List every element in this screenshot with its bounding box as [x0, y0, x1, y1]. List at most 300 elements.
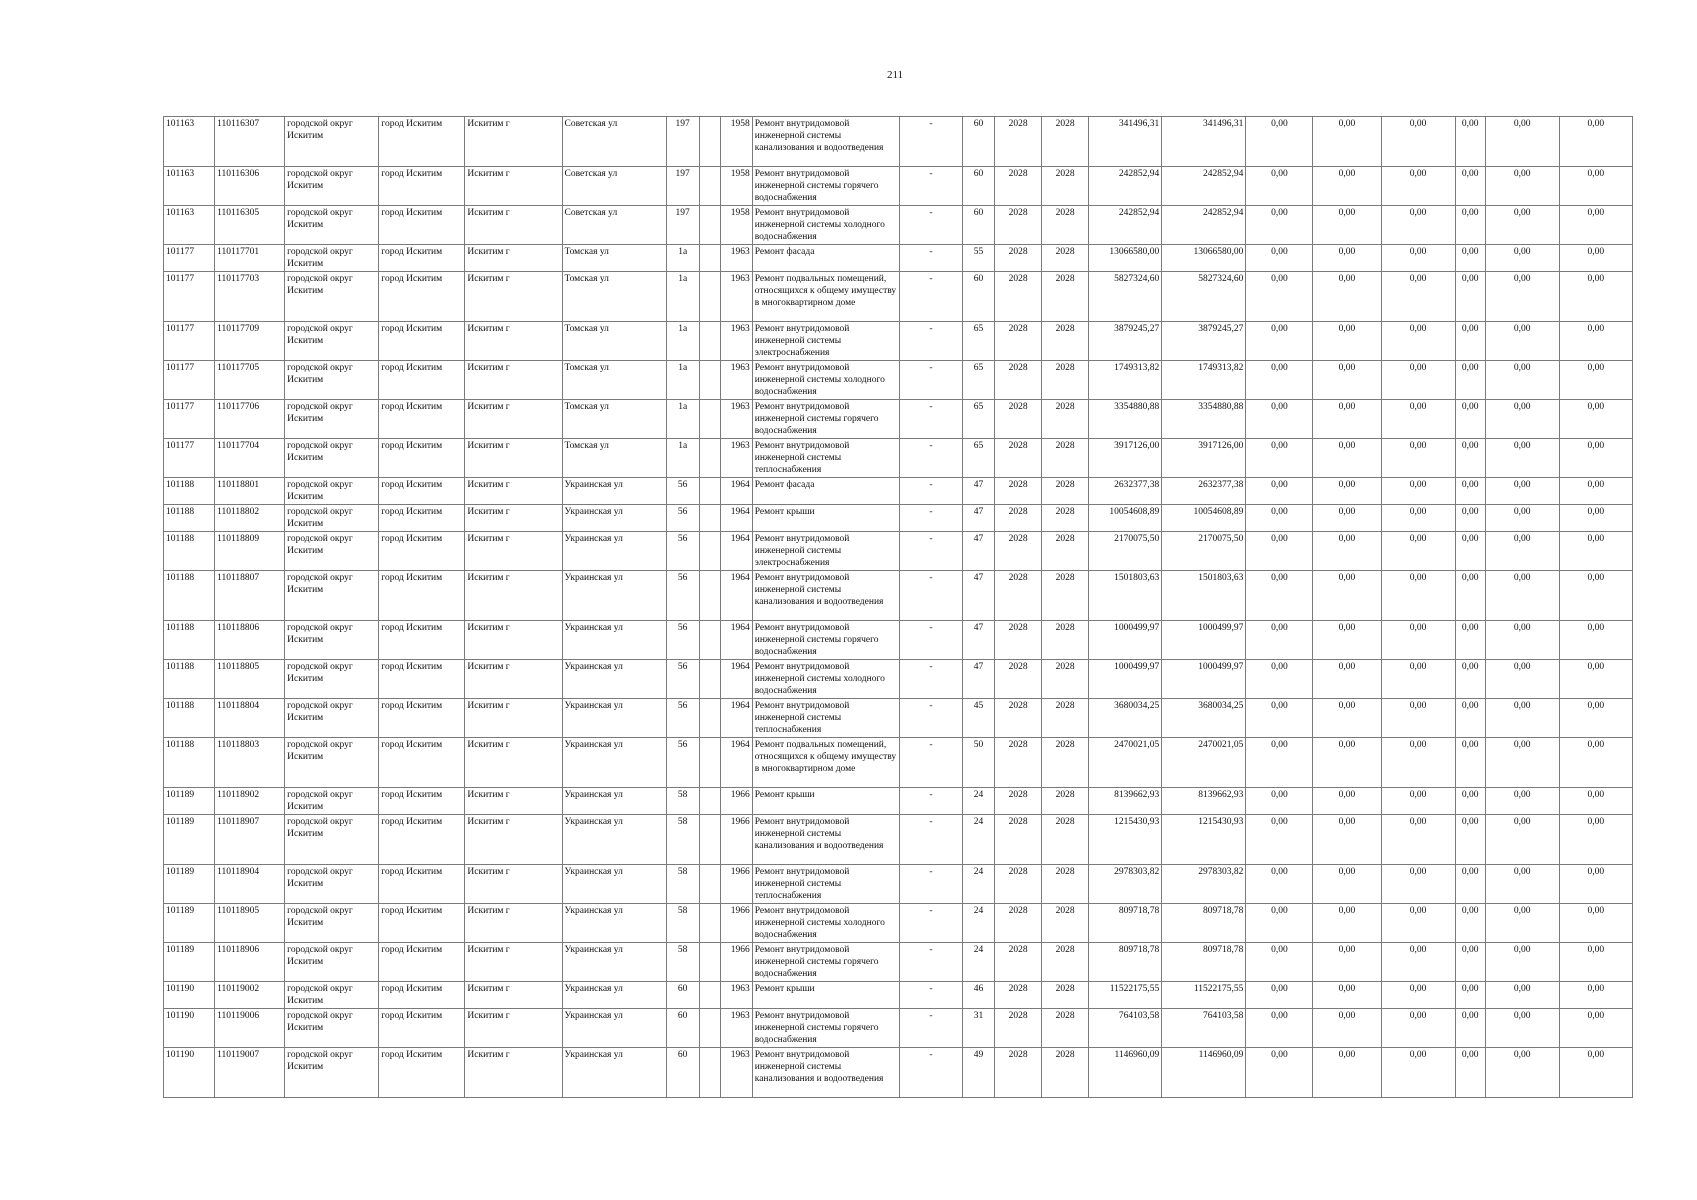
cell-year-built: 1958 — [720, 117, 752, 167]
cell-amount-1: 0,00 — [1246, 400, 1313, 439]
cell-amount-1: 0,00 — [1246, 532, 1313, 571]
cell-wear-percent: 60 — [963, 167, 995, 206]
cell-year-built: 1963 — [720, 322, 752, 361]
cell-street: Украинская ул — [562, 478, 666, 505]
cell-building-id: 101189 — [164, 788, 215, 815]
table-row — [164, 272, 1633, 322]
cell-street: Томская ул — [562, 400, 666, 439]
cell-amount-6: 0,00 — [1559, 788, 1632, 815]
cell-marker: - — [899, 532, 962, 571]
cell-street: Украинская ул — [562, 904, 666, 943]
cell-amount-3: 0,00 — [1381, 943, 1455, 982]
cell-amount-5: 0,00 — [1485, 865, 1559, 904]
cell-work-id: 110119002 — [215, 982, 285, 1009]
cell-street: Томская ул — [562, 245, 666, 272]
cell-amount-6: 0,00 — [1559, 571, 1632, 621]
cell-settlement: город Искитим — [379, 865, 465, 904]
cell-municipality: городской округ Искитим — [285, 788, 379, 815]
cell-amount-3: 0,00 — [1381, 660, 1455, 699]
cell-amount-3: 0,00 — [1381, 621, 1455, 660]
cell-wear-percent: 60 — [963, 117, 995, 167]
cell-settlement: город Искитим — [379, 571, 465, 621]
cell-amount-5: 0,00 — [1485, 660, 1559, 699]
cell-building-id: 101189 — [164, 815, 215, 865]
cell-street: Украинская ул — [562, 505, 666, 532]
cell-year-planned: 2028 — [995, 439, 1042, 478]
cell-street: Украинская ул — [562, 738, 666, 788]
cell-amount-5: 0,00 — [1485, 699, 1559, 738]
cell-year-built: 1966 — [720, 788, 752, 815]
cell-building-letter — [699, 788, 720, 815]
cell-building-id: 101188 — [164, 571, 215, 621]
cell-amount-3: 0,00 — [1381, 272, 1455, 322]
cell-municipality: городской округ Искитим — [285, 361, 379, 400]
cell-amount-1: 0,00 — [1246, 272, 1313, 322]
cell-marker: - — [899, 865, 962, 904]
cell-year-actual: 2028 — [1042, 322, 1089, 361]
table-row — [164, 478, 1633, 505]
cell-work-id: 110116306 — [215, 167, 285, 206]
cell-marker: - — [899, 738, 962, 788]
cell-house-number: 58 — [666, 943, 699, 982]
cell-amount-1: 0,00 — [1246, 738, 1313, 788]
cell-amount-6: 0,00 — [1559, 865, 1632, 904]
cell-work-id: 110116305 — [215, 206, 285, 245]
cell-building-id: 101177 — [164, 400, 215, 439]
cell-amount-4: 0,00 — [1455, 815, 1485, 865]
cell-amount-5: 0,00 — [1485, 532, 1559, 571]
table-row — [164, 117, 1633, 167]
cell-cost-total: 1501803,63 — [1089, 571, 1162, 621]
cell-work-type: Ремонт внутридомовой инженерной системы холодного водоснабжения — [752, 206, 899, 245]
cell-amount-3: 0,00 — [1381, 117, 1455, 167]
cell-street: Украинская ул — [562, 982, 666, 1009]
cell-house-number: 56 — [666, 505, 699, 532]
cell-marker: - — [899, 982, 962, 1009]
cell-work-id: 110117704 — [215, 439, 285, 478]
cell-marker: - — [899, 1048, 962, 1098]
cell-year-planned: 2028 — [995, 815, 1042, 865]
cell-year-actual: 2028 — [1042, 943, 1089, 982]
cell-year-built: 1963 — [720, 982, 752, 1009]
cell-municipality: городской округ Искитим — [285, 738, 379, 788]
cell-house-number: 1а — [666, 439, 699, 478]
cell-wear-percent: 47 — [963, 660, 995, 699]
cell-year-built: 1966 — [720, 943, 752, 982]
cell-work-type: Ремонт внутридомовой инженерной системы горячего водоснабжения — [752, 400, 899, 439]
cell-municipality: городской округ Искитим — [285, 699, 379, 738]
cell-amount-1: 0,00 — [1246, 943, 1313, 982]
cell-year-built: 1966 — [720, 904, 752, 943]
cell-locality: Искитим г — [465, 167, 562, 206]
cell-amount-2: 0,00 — [1313, 245, 1381, 272]
cell-amount-4: 0,00 — [1455, 532, 1485, 571]
table-row — [164, 571, 1633, 621]
cell-marker: - — [899, 400, 962, 439]
cell-amount-2: 0,00 — [1313, 738, 1381, 788]
cell-year-planned: 2028 — [995, 660, 1042, 699]
cell-locality: Искитим г — [465, 943, 562, 982]
cell-amount-4: 0,00 — [1455, 439, 1485, 478]
cell-street: Украинская ул — [562, 660, 666, 699]
cell-municipality: городской округ Искитим — [285, 322, 379, 361]
cell-settlement: город Искитим — [379, 505, 465, 532]
cell-year-built: 1958 — [720, 167, 752, 206]
cell-marker: - — [899, 943, 962, 982]
cell-amount-2: 0,00 — [1313, 505, 1381, 532]
cell-year-planned: 2028 — [995, 865, 1042, 904]
cell-house-number: 56 — [666, 478, 699, 505]
cell-work-type: Ремонт внутридомовой инженерной системы канализования и водоотведения — [752, 1048, 899, 1098]
cell-cost-regional: 3680034,25 — [1162, 699, 1246, 738]
cell-wear-percent: 24 — [963, 865, 995, 904]
cell-house-number: 1а — [666, 400, 699, 439]
cell-amount-4: 0,00 — [1455, 699, 1485, 738]
cell-year-planned: 2028 — [995, 788, 1042, 815]
cell-amount-5: 0,00 — [1485, 1009, 1559, 1048]
cell-building-id: 101163 — [164, 167, 215, 206]
cell-amount-6: 0,00 — [1559, 699, 1632, 738]
cell-cost-regional: 242852,94 — [1162, 167, 1246, 206]
cell-amount-2: 0,00 — [1313, 167, 1381, 206]
cell-locality: Искитим г — [465, 322, 562, 361]
cell-locality: Искитим г — [465, 904, 562, 943]
cell-amount-3: 0,00 — [1381, 361, 1455, 400]
cell-amount-2: 0,00 — [1313, 621, 1381, 660]
cell-amount-2: 0,00 — [1313, 1048, 1381, 1098]
cell-municipality: городской округ Искитим — [285, 865, 379, 904]
table-row — [164, 815, 1633, 865]
cell-cost-total: 3680034,25 — [1089, 699, 1162, 738]
cell-locality: Искитим г — [465, 815, 562, 865]
cell-amount-3: 0,00 — [1381, 532, 1455, 571]
cell-amount-3: 0,00 — [1381, 815, 1455, 865]
cell-municipality: городской округ Искитим — [285, 815, 379, 865]
cell-cost-regional: 764103,58 — [1162, 1009, 1246, 1048]
cell-building-letter — [699, 738, 720, 788]
cell-amount-5: 0,00 — [1485, 206, 1559, 245]
table-row — [164, 400, 1633, 439]
table-row — [164, 699, 1633, 738]
cell-building-id: 101190 — [164, 982, 215, 1009]
cell-amount-4: 0,00 — [1455, 571, 1485, 621]
cell-building-id: 101163 — [164, 117, 215, 167]
cell-settlement: город Искитим — [379, 361, 465, 400]
cell-amount-3: 0,00 — [1381, 738, 1455, 788]
cell-amount-2: 0,00 — [1313, 361, 1381, 400]
cell-wear-percent: 55 — [963, 245, 995, 272]
cell-year-built: 1963 — [720, 1048, 752, 1098]
cell-year-built: 1964 — [720, 660, 752, 699]
cell-marker: - — [899, 571, 962, 621]
cell-year-planned: 2028 — [995, 505, 1042, 532]
cell-work-type: Ремонт внутридомовой инженерной системы теплоснабжения — [752, 439, 899, 478]
cell-settlement: город Искитим — [379, 1048, 465, 1098]
cell-building-letter — [699, 943, 720, 982]
cell-building-letter — [699, 206, 720, 245]
cell-amount-2: 0,00 — [1313, 478, 1381, 505]
cell-cost-regional: 2170075,50 — [1162, 532, 1246, 571]
cell-wear-percent: 46 — [963, 982, 995, 1009]
cell-marker: - — [899, 660, 962, 699]
cell-locality: Искитим г — [465, 621, 562, 660]
cell-building-id: 101190 — [164, 1048, 215, 1098]
cell-settlement: город Искитим — [379, 117, 465, 167]
cell-amount-3: 0,00 — [1381, 865, 1455, 904]
cell-amount-5: 0,00 — [1485, 505, 1559, 532]
cell-cost-regional: 3354880,88 — [1162, 400, 1246, 439]
cell-work-type: Ремонт подвальных помещений, относящихся к общему имуществу в многоквартирном доме — [752, 738, 899, 788]
cell-cost-regional: 2632377,38 — [1162, 478, 1246, 505]
cell-cost-total: 1000499,97 — [1089, 621, 1162, 660]
cell-amount-3: 0,00 — [1381, 904, 1455, 943]
cell-cost-total: 1000499,97 — [1089, 660, 1162, 699]
cell-wear-percent: 49 — [963, 1048, 995, 1098]
cell-amount-6: 0,00 — [1559, 943, 1632, 982]
cell-amount-6: 0,00 — [1559, 167, 1632, 206]
cell-year-actual: 2028 — [1042, 400, 1089, 439]
cell-settlement: город Искитим — [379, 621, 465, 660]
cell-house-number: 60 — [666, 1009, 699, 1048]
cell-street: Советская ул — [562, 167, 666, 206]
cell-building-id: 101188 — [164, 621, 215, 660]
cell-settlement: город Искитим — [379, 206, 465, 245]
table-row — [164, 505, 1633, 532]
cell-year-built: 1958 — [720, 206, 752, 245]
cell-amount-1: 0,00 — [1246, 117, 1313, 167]
cell-work-id: 110118801 — [215, 478, 285, 505]
cell-year-built: 1964 — [720, 532, 752, 571]
cell-cost-total: 11522175,55 — [1089, 982, 1162, 1009]
cell-wear-percent: 47 — [963, 505, 995, 532]
cell-cost-regional: 809718,78 — [1162, 943, 1246, 982]
cell-amount-1: 0,00 — [1246, 245, 1313, 272]
cell-amount-3: 0,00 — [1381, 322, 1455, 361]
cell-year-planned: 2028 — [995, 943, 1042, 982]
cell-amount-3: 0,00 — [1381, 400, 1455, 439]
cell-marker: - — [899, 904, 962, 943]
cell-cost-total: 13066580,00 — [1089, 245, 1162, 272]
cell-work-id: 110117703 — [215, 272, 285, 322]
cell-amount-3: 0,00 — [1381, 439, 1455, 478]
cell-amount-1: 0,00 — [1246, 167, 1313, 206]
cell-amount-5: 0,00 — [1485, 272, 1559, 322]
cell-amount-4: 0,00 — [1455, 738, 1485, 788]
cell-cost-total: 1215430,93 — [1089, 815, 1162, 865]
cell-house-number: 56 — [666, 660, 699, 699]
cell-house-number: 56 — [666, 738, 699, 788]
cell-work-id: 110116307 — [215, 117, 285, 167]
cell-amount-2: 0,00 — [1313, 865, 1381, 904]
cell-street: Советская ул — [562, 117, 666, 167]
cell-building-id: 101188 — [164, 699, 215, 738]
cell-building-id: 101177 — [164, 361, 215, 400]
cell-amount-5: 0,00 — [1485, 1048, 1559, 1098]
cell-year-actual: 2028 — [1042, 865, 1089, 904]
table-row — [164, 206, 1633, 245]
cell-settlement: город Искитим — [379, 400, 465, 439]
cell-amount-6: 0,00 — [1559, 621, 1632, 660]
cell-cost-regional: 2978303,82 — [1162, 865, 1246, 904]
cell-street: Украинская ул — [562, 532, 666, 571]
cell-locality: Искитим г — [465, 439, 562, 478]
cell-work-id: 110117705 — [215, 361, 285, 400]
cell-amount-6: 0,00 — [1559, 272, 1632, 322]
cell-building-letter — [699, 571, 720, 621]
cell-year-planned: 2028 — [995, 699, 1042, 738]
cell-year-planned: 2028 — [995, 1048, 1042, 1098]
cell-year-built: 1963 — [720, 272, 752, 322]
cell-amount-4: 0,00 — [1455, 206, 1485, 245]
cell-street: Украинская ул — [562, 1009, 666, 1048]
cell-cost-regional: 10054608,89 — [1162, 505, 1246, 532]
cell-year-actual: 2028 — [1042, 571, 1089, 621]
cell-wear-percent: 65 — [963, 361, 995, 400]
cell-amount-1: 0,00 — [1246, 1009, 1313, 1048]
cell-wear-percent: 24 — [963, 815, 995, 865]
cell-year-built: 1964 — [720, 478, 752, 505]
cell-amount-3: 0,00 — [1381, 245, 1455, 272]
cell-municipality: городской округ Искитим — [285, 1009, 379, 1048]
cell-amount-1: 0,00 — [1246, 621, 1313, 660]
cell-amount-6: 0,00 — [1559, 361, 1632, 400]
cell-cost-regional: 1501803,63 — [1162, 571, 1246, 621]
cell-settlement: город Искитим — [379, 167, 465, 206]
cell-municipality: городской округ Искитим — [285, 943, 379, 982]
cell-year-actual: 2028 — [1042, 1048, 1089, 1098]
cell-year-built: 1964 — [720, 738, 752, 788]
cell-cost-regional: 3879245,27 — [1162, 322, 1246, 361]
cell-cost-total: 242852,94 — [1089, 206, 1162, 245]
cell-marker: - — [899, 478, 962, 505]
cell-building-id: 101188 — [164, 505, 215, 532]
cell-settlement: город Искитим — [379, 699, 465, 738]
cell-amount-1: 0,00 — [1246, 788, 1313, 815]
cell-municipality: городской округ Искитим — [285, 439, 379, 478]
cell-amount-2: 0,00 — [1313, 660, 1381, 699]
cell-work-type: Ремонт внутридомовой инженерной системы канализования и водоотведения — [752, 571, 899, 621]
cell-year-actual: 2028 — [1042, 206, 1089, 245]
cell-amount-6: 0,00 — [1559, 1009, 1632, 1048]
cell-locality: Искитим г — [465, 532, 562, 571]
cell-amount-1: 0,00 — [1246, 904, 1313, 943]
cell-wear-percent: 24 — [963, 943, 995, 982]
cell-locality: Искитим г — [465, 788, 562, 815]
cell-settlement: город Искитим — [379, 322, 465, 361]
cell-marker: - — [899, 245, 962, 272]
cell-year-actual: 2028 — [1042, 621, 1089, 660]
cell-settlement: город Искитим — [379, 904, 465, 943]
table-row — [164, 361, 1633, 400]
cell-building-id: 101188 — [164, 478, 215, 505]
cell-year-actual: 2028 — [1042, 117, 1089, 167]
cell-building-letter — [699, 478, 720, 505]
cell-amount-2: 0,00 — [1313, 815, 1381, 865]
cell-street: Украинская ул — [562, 788, 666, 815]
cell-building-id: 101177 — [164, 245, 215, 272]
cell-amount-1: 0,00 — [1246, 571, 1313, 621]
cell-cost-total: 5827324,60 — [1089, 272, 1162, 322]
cell-year-actual: 2028 — [1042, 660, 1089, 699]
cell-cost-regional: 13066580,00 — [1162, 245, 1246, 272]
cell-wear-percent: 47 — [963, 532, 995, 571]
cell-building-id: 101188 — [164, 532, 215, 571]
cell-work-id: 110118905 — [215, 904, 285, 943]
cell-work-type: Ремонт внутридомовой инженерной системы горячего водоснабжения — [752, 943, 899, 982]
cell-work-type: Ремонт внутридомовой инженерной системы теплоснабжения — [752, 699, 899, 738]
cell-year-planned: 2028 — [995, 904, 1042, 943]
cell-marker: - — [899, 621, 962, 660]
cell-house-number: 58 — [666, 865, 699, 904]
cell-amount-3: 0,00 — [1381, 1009, 1455, 1048]
cell-settlement: город Искитим — [379, 815, 465, 865]
cell-settlement: город Искитим — [379, 478, 465, 505]
cell-street: Томская ул — [562, 322, 666, 361]
cell-year-actual: 2028 — [1042, 361, 1089, 400]
cell-year-built: 1966 — [720, 865, 752, 904]
cell-work-type: Ремонт подвальных помещений, относящихся к общему имуществу в многоквартирном доме — [752, 272, 899, 322]
cell-year-planned: 2028 — [995, 117, 1042, 167]
cell-wear-percent: 65 — [963, 400, 995, 439]
cell-marker: - — [899, 117, 962, 167]
cell-building-id: 101188 — [164, 660, 215, 699]
cell-cost-regional: 1749313,82 — [1162, 361, 1246, 400]
table-row — [164, 738, 1633, 788]
cell-house-number: 1а — [666, 272, 699, 322]
cell-wear-percent: 47 — [963, 571, 995, 621]
cell-locality: Искитим г — [465, 660, 562, 699]
cell-amount-1: 0,00 — [1246, 322, 1313, 361]
cell-amount-3: 0,00 — [1381, 1048, 1455, 1098]
cell-building-id: 101177 — [164, 439, 215, 478]
cell-wear-percent: 45 — [963, 699, 995, 738]
cell-settlement: город Искитим — [379, 660, 465, 699]
cell-year-planned: 2028 — [995, 206, 1042, 245]
cell-work-type: Ремонт внутридомовой инженерной системы теплоснабжения — [752, 865, 899, 904]
cell-municipality: городской округ Искитим — [285, 505, 379, 532]
cell-amount-6: 0,00 — [1559, 322, 1632, 361]
cell-locality: Искитим г — [465, 505, 562, 532]
cell-amount-1: 0,00 — [1246, 865, 1313, 904]
cell-year-actual: 2028 — [1042, 532, 1089, 571]
capital-repair-table — [163, 116, 1633, 1098]
cell-year-planned: 2028 — [995, 245, 1042, 272]
table-row — [164, 982, 1633, 1009]
cell-house-number: 197 — [666, 167, 699, 206]
table-body — [164, 117, 1633, 1098]
cell-locality: Искитим г — [465, 865, 562, 904]
cell-amount-1: 0,00 — [1246, 699, 1313, 738]
cell-street: Украинская ул — [562, 1048, 666, 1098]
cell-amount-2: 0,00 — [1313, 532, 1381, 571]
cell-municipality: городской округ Искитим — [285, 478, 379, 505]
cell-building-id: 101177 — [164, 272, 215, 322]
cell-year-planned: 2028 — [995, 272, 1042, 322]
cell-wear-percent: 60 — [963, 206, 995, 245]
cell-amount-6: 0,00 — [1559, 117, 1632, 167]
cell-work-id: 110118802 — [215, 505, 285, 532]
cell-street: Украинская ул — [562, 943, 666, 982]
cell-work-id: 110119006 — [215, 1009, 285, 1048]
cell-building-letter — [699, 621, 720, 660]
cell-building-letter — [699, 439, 720, 478]
cell-year-actual: 2028 — [1042, 738, 1089, 788]
cell-house-number: 60 — [666, 1048, 699, 1098]
cell-cost-total: 1749313,82 — [1089, 361, 1162, 400]
cell-street: Украинская ул — [562, 699, 666, 738]
table-row — [164, 621, 1633, 660]
cell-amount-5: 0,00 — [1485, 478, 1559, 505]
